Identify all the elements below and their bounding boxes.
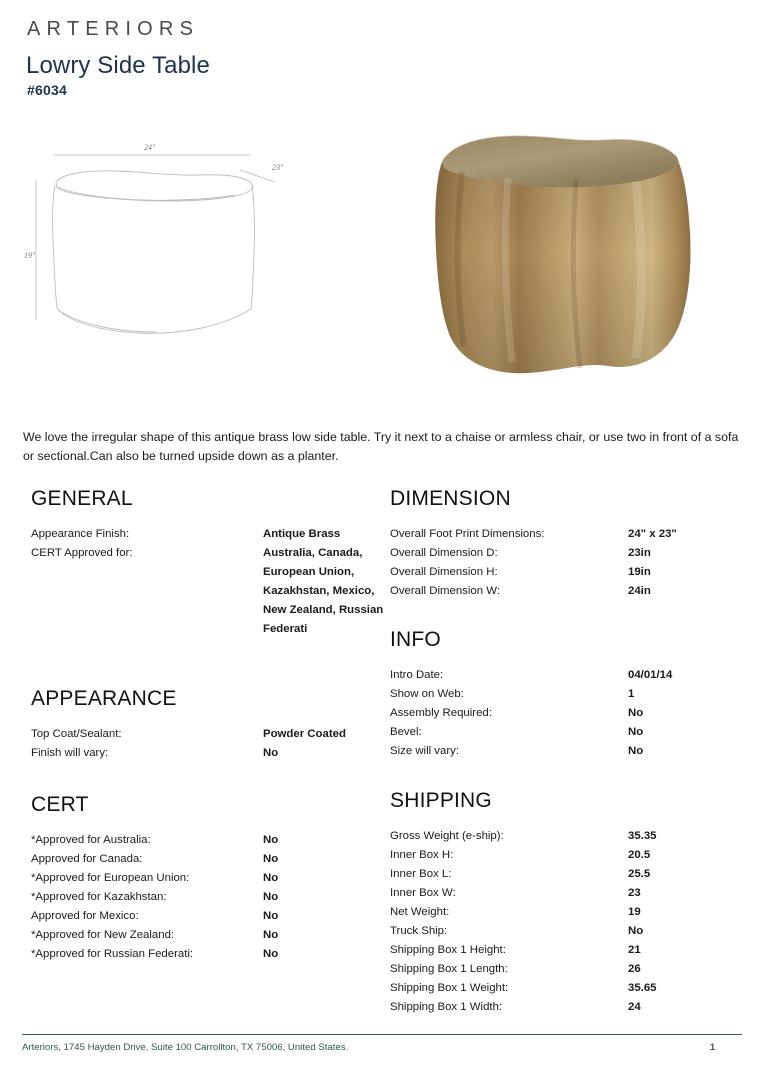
spec-label: Approved for Canada: bbox=[31, 853, 143, 865]
spec-label: Shipping Box 1 Length: bbox=[390, 963, 508, 975]
section-info bbox=[390, 628, 750, 761]
table-row bbox=[390, 544, 750, 563]
spec-label: Top Coat/Sealant: bbox=[31, 728, 122, 740]
spec-label: Shipping Box 1 Width: bbox=[390, 1001, 503, 1013]
table-row bbox=[31, 888, 386, 907]
page-number: 1 bbox=[710, 1042, 716, 1052]
table-row bbox=[31, 744, 386, 763]
spec-value: 35.65 bbox=[628, 982, 657, 994]
table-row bbox=[31, 869, 386, 888]
spec-value: 20.5 bbox=[628, 849, 651, 861]
table-row bbox=[31, 926, 386, 945]
spec-label: Overall Dimension D: bbox=[390, 547, 498, 559]
spec-value: Australia, Canada, European Union, Kazakhstan, Mexico, New Zealand, Russian Federati bbox=[263, 547, 384, 635]
table-row bbox=[390, 960, 750, 979]
table-row bbox=[390, 979, 750, 998]
section-appearance bbox=[31, 687, 386, 763]
table-row bbox=[390, 941, 750, 960]
product-sku: #6034 bbox=[27, 82, 67, 98]
dimension-rows bbox=[390, 525, 750, 601]
section-shipping bbox=[390, 789, 750, 1017]
table-row bbox=[31, 544, 386, 639]
table-row bbox=[390, 903, 750, 922]
section-title-general: GENERAL bbox=[31, 487, 133, 510]
spec-value: 1 bbox=[628, 688, 635, 700]
spec-label: Overall Dimension H: bbox=[390, 566, 498, 578]
brand-wordmark: ARTERIORS bbox=[27, 18, 200, 40]
table-row bbox=[390, 998, 750, 1017]
spec-value: No bbox=[263, 929, 279, 941]
spec-label: Overall Foot Print Dimensions: bbox=[390, 528, 545, 540]
section-title-appearance: APPEARANCE bbox=[31, 687, 177, 710]
table-row bbox=[390, 922, 750, 941]
section-title-info: INFO bbox=[390, 628, 441, 651]
spec-label: Inner Box W: bbox=[390, 887, 456, 899]
spec-label: Finish will vary: bbox=[31, 747, 109, 759]
table-row bbox=[390, 563, 750, 582]
spec-value: 04/01/14 bbox=[628, 669, 673, 681]
spec-value: 23 bbox=[628, 887, 641, 899]
spec-value: 19 bbox=[628, 906, 641, 918]
spec-label: *Approved for Kazakhstan: bbox=[31, 891, 167, 903]
shipping-rows bbox=[390, 827, 750, 1017]
drawing-height-label: 19" bbox=[24, 251, 36, 260]
page-title: Lowry Side Table bbox=[26, 52, 210, 79]
table-row bbox=[390, 666, 750, 685]
table-row bbox=[31, 525, 386, 544]
footer-company-address: Arteriors, 1745 Hayden Drive, Suite 100 Carrollton, TX 75006, United States. bbox=[22, 1042, 349, 1053]
spec-value: 24 bbox=[628, 1001, 641, 1013]
drawing-depth-label: 23" bbox=[272, 163, 284, 172]
section-cert bbox=[31, 793, 386, 964]
spec-value: 19in bbox=[628, 566, 651, 578]
spec-value: No bbox=[263, 891, 279, 903]
spec-value: 35.35 bbox=[628, 830, 657, 842]
drawing-width-label: 24" bbox=[144, 143, 156, 152]
table-row bbox=[390, 827, 750, 846]
dimension-line-drawing bbox=[22, 130, 322, 365]
section-general bbox=[31, 487, 386, 639]
section-title-cert: CERT bbox=[31, 793, 89, 816]
table-row bbox=[31, 850, 386, 869]
table-row bbox=[390, 525, 750, 544]
table-row bbox=[390, 865, 750, 884]
section-title-shipping: SHIPPING bbox=[390, 789, 492, 812]
spec-value: No bbox=[628, 707, 644, 719]
spec-value: No bbox=[628, 925, 644, 937]
spec-value: No bbox=[263, 834, 279, 846]
general-rows bbox=[31, 525, 386, 639]
spec-value: Powder Coated bbox=[263, 728, 346, 740]
spec-label: CERT Approved for: bbox=[31, 547, 133, 559]
table-row bbox=[31, 725, 386, 744]
table-row bbox=[390, 685, 750, 704]
spec-label: Shipping Box 1 Height: bbox=[390, 944, 506, 956]
table-row bbox=[390, 742, 750, 761]
spec-value: Antique Brass bbox=[263, 528, 341, 540]
spec-label: Bevel: bbox=[390, 726, 422, 738]
table-row bbox=[31, 907, 386, 926]
spec-value: 24" x 23" bbox=[628, 528, 677, 540]
spec-label: Approved for Mexico: bbox=[31, 910, 139, 922]
info-rows bbox=[390, 666, 750, 761]
spec-value: No bbox=[263, 948, 279, 960]
spec-label: Inner Box L: bbox=[390, 868, 452, 880]
spec-label: Inner Box H: bbox=[390, 849, 454, 861]
section-title-dimension: DIMENSION bbox=[390, 487, 511, 510]
table-row bbox=[390, 704, 750, 723]
product-description: We love the irregular shape of this antique brass low side table. Try it next to a chaise or armless chair, or use two in front of a sofa or sectional.Can also be turned upside down as a planter. bbox=[23, 430, 739, 463]
spec-value: 21 bbox=[628, 944, 641, 956]
spec-value: 23in bbox=[628, 547, 651, 559]
spec-value: 26 bbox=[628, 963, 641, 975]
spec-value: 24in bbox=[628, 585, 651, 597]
spec-label: Net Weight: bbox=[390, 906, 450, 918]
spec-value: No bbox=[263, 910, 279, 922]
spec-label: *Approved for New Zealand: bbox=[31, 929, 175, 941]
spec-label: Truck Ship: bbox=[390, 925, 448, 937]
table-row bbox=[31, 831, 386, 850]
spec-label: Appearance Finish: bbox=[31, 528, 130, 540]
table-row bbox=[390, 884, 750, 903]
spec-value: No bbox=[628, 726, 644, 738]
table-row bbox=[390, 582, 750, 601]
spec-label: Show on Web: bbox=[390, 688, 464, 700]
appearance-rows bbox=[31, 725, 386, 763]
table-row bbox=[31, 945, 386, 964]
spec-label: Assembly Required: bbox=[390, 707, 492, 719]
cert-rows bbox=[31, 831, 386, 964]
spec-label: Shipping Box 1 Weight: bbox=[390, 982, 509, 994]
spec-label: Overall Dimension W: bbox=[390, 585, 500, 597]
right-spec-column bbox=[390, 487, 750, 1017]
spec-value: No bbox=[263, 853, 279, 865]
product-photo bbox=[400, 120, 730, 405]
spec-label: Size will vary: bbox=[390, 745, 459, 757]
spec-label: Intro Date: bbox=[390, 669, 444, 681]
spec-value: No bbox=[263, 747, 279, 759]
section-dimension bbox=[390, 487, 750, 601]
table-row bbox=[390, 723, 750, 742]
spec-label: *Approved for Australia: bbox=[31, 834, 151, 846]
spec-label: *Approved for European Union: bbox=[31, 872, 190, 884]
footer-divider bbox=[22, 1034, 742, 1035]
spec-label: Gross Weight (e-ship): bbox=[390, 830, 504, 842]
spec-value: No bbox=[263, 872, 279, 884]
left-spec-column bbox=[31, 487, 386, 964]
spec-value: 25.5 bbox=[628, 868, 651, 880]
table-row bbox=[390, 846, 750, 865]
spec-label: *Approved for Russian Federati: bbox=[31, 948, 194, 960]
spec-value: No bbox=[628, 745, 644, 757]
